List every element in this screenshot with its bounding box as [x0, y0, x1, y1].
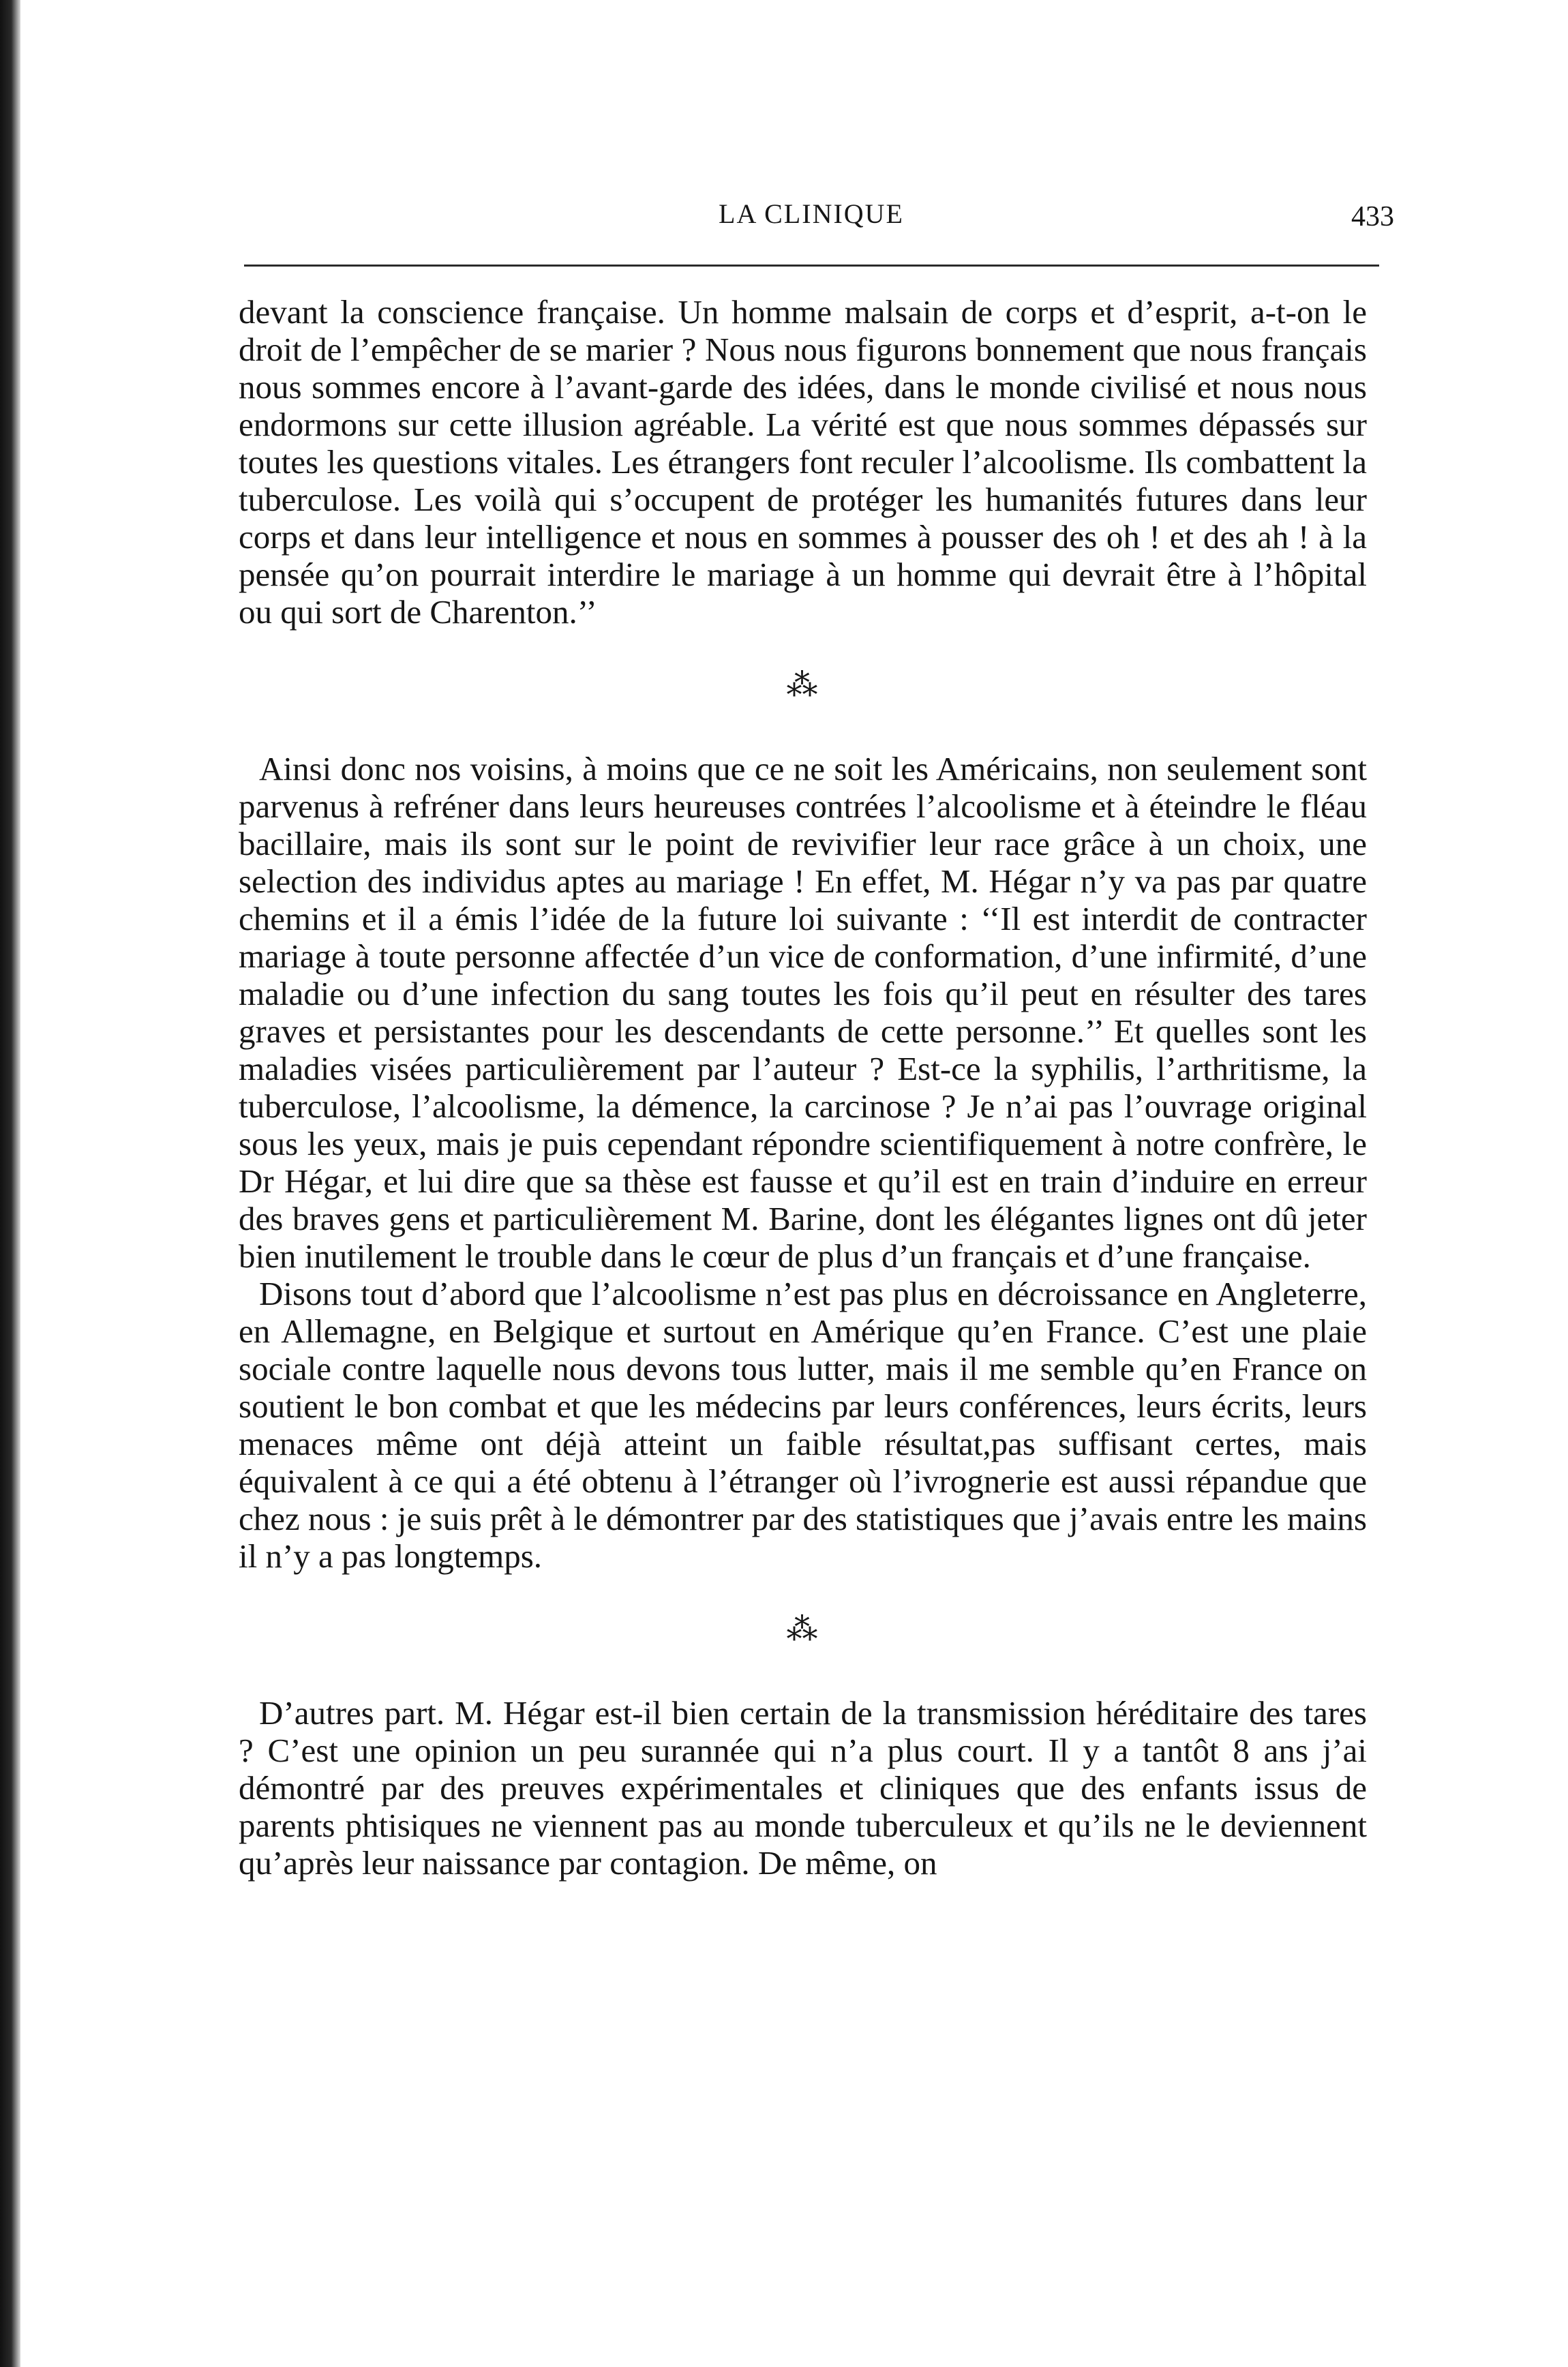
paragraph-continuation: devant la conscience française. Un homme malsain de corps et d’esprit, a-t-on le droit de l’empêcher de se marier ? Nous nous figurons bonnement que nous français nous sommes encore à l’avant-garde des idées, dans le monde civilisé et nous nous endormons sur cette illusion agréable. La vérité est que nous sommes dépassés sur toutes les questions vitales. Les étrangers font reculer l’alcoolisme. Ils combattent la tuberculose. Les voilà qui s’occupent de protéger les humanités futures dans leur corps et dans leur intelligence et nous en sommes à pousser des oh ! et des ah ! à la pensée qu’on pourrait interdire le mariage à un homme qui devrait être à l’hôpital ou qui sort de Charenton.’’	[239, 293, 1367, 631]
page-header	[228, 191, 1394, 239]
paragraph: Disons tout d’abord que l’alcoolisme n’est pas plus en décroissance en Angleterre, en Allemagne, en Belgique et surtout en Amérique qu’en France. C’est une plaie sociale contre laquelle nous devons tous lutter, mais il me semble qu’en France on soutient le bon combat et que les médecins par leurs conférences, leurs écrits, leurs menaces même ont déjà atteint un faible résultat,pas suffisant certes, mais équivalent à ce qui a été obtenu à l’étranger où l’ivrognerie est aussi répandue que chez nous : je suis prêt à le démontrer par des statistiques que j’avais entre les mains il n’y a pas longtemps.	[239, 1275, 1367, 1575]
section-break-asterism: ⁂	[786, 1612, 819, 1646]
body-text	[239, 293, 1367, 1882]
running-title: LA CLINIQUE	[719, 198, 904, 229]
section-break-asterism: ⁂	[786, 667, 819, 702]
book-binding-edge	[0, 0, 20, 2367]
paragraph: Ainsi donc nos voisins, à moins que ce ne soit les Américains, non seulement sont parvenus à refréner dans leurs heureuses contrées l’alcoolisme et à éteindre le fléau bacillaire, mais ils sont sur le point de revivifier leur race grâce à un choix, une selection des individus aptes au mariage ! En effet, M. Hégar n’y va pas par quatre chemins et il a émis l’idée de la future loi suivante : ‘‘Il est interdit de contracter mariage à toute personne affectée d’un vice de conformation, d’une infirmité, d’une maladie ou d’une infection du sang toutes les fois qu’il peut en résulter des tares graves et persistantes pour les descendants de cette personne.’’ Et quelles sont les maladies visées particulièrement par l’auteur ? Est-ce la syphilis, l’arthritisme, la tuberculose, l’alcoolisme, la démence, la carcinose ? Je n’ai pas l’ouvrage original sous les yeux, mais je puis cependant répondre scientifiquement à notre confrère, le Dr Hégar, et lui dire que sa thèse est fausse et qu’il est en train d’induire en erreur des braves gens et particulièrement M. Barine, dont les élégantes lignes ont dû jeter bien inutilement le trouble dans le cœur de plus d’un français et d’une française.	[239, 750, 1367, 1275]
page-number: 433	[1351, 201, 1394, 232]
header-rule	[244, 265, 1379, 267]
paragraph: D’autres part. M. Hégar est-il bien certain de la transmission héréditaire des tares ? C’est une opinion un peu surannée qui n’a plus court. Il y a tantôt 8 ans j’ai démontré par des preuves expérimentales et cliniques que des enfants issus de parents phtisiques ne viennent pas au monde tuberculeux et qu’ils ne le deviennent qu’après leur naissance par contagion. De même, on	[239, 1694, 1367, 1882]
